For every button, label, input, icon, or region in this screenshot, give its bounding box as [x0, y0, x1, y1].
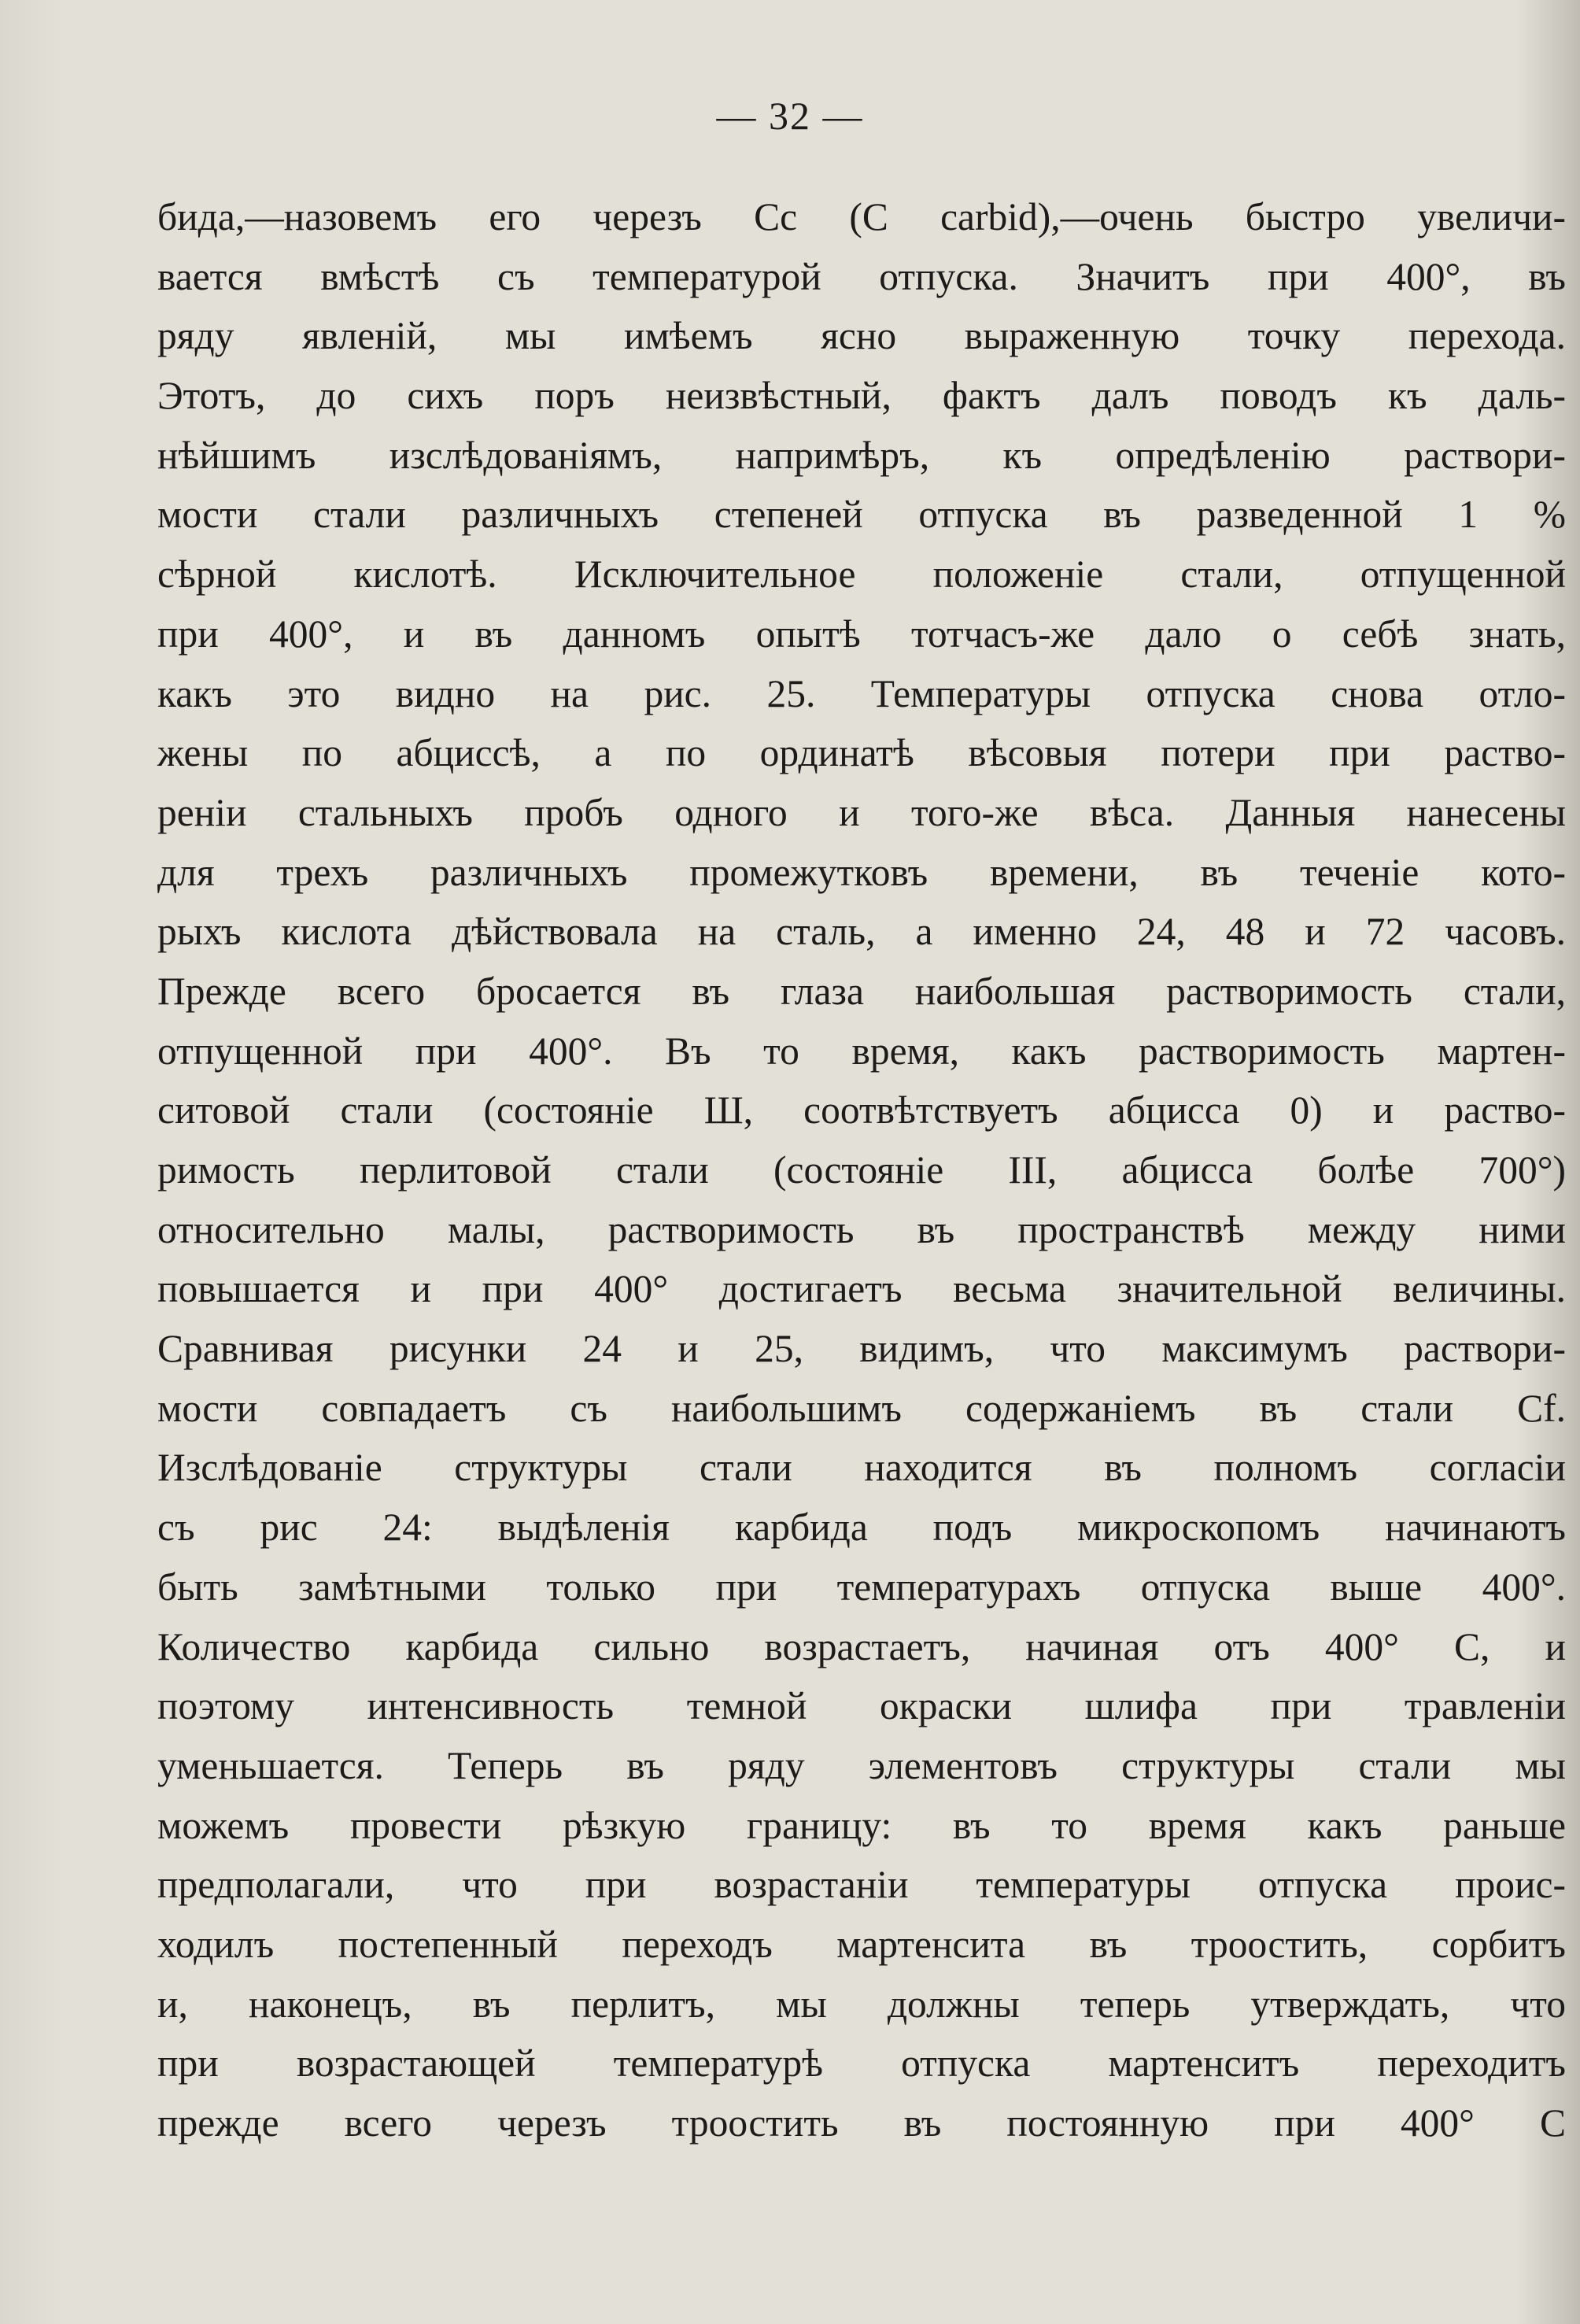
text-line: прежде всего черезъ троостить въ постоянную при 400° C — [157, 2101, 1566, 2145]
text-line: нѣйшимъ изслѣдованіямъ, напримѣръ, къ опредѣленію раствори- — [157, 433, 1566, 477]
text-line: при 400°, и въ данномъ опытѣ тотчасъ-же дало о себѣ знать, — [157, 611, 1566, 656]
text-line: мости совпадаетъ съ наибольшимъ содержаніемъ въ стали Cf. — [157, 1386, 1566, 1430]
text-line: сѣрной кислотѣ. Исключительное положеніе стали, отпущенной — [157, 552, 1566, 597]
text-line: жены по абциссѣ, а по ординатѣ вѣсовыя потери при раство- — [157, 731, 1566, 775]
text-line: при возрастающей температурѣ отпуска мартенситъ переходитъ — [157, 2041, 1566, 2086]
text-line: уменьшается. Теперь въ ряду элементовъ структуры стали мы — [157, 1743, 1566, 1787]
text-line: ситовой стали (состояніе Ш, соотвѣтствуетъ абцисса 0) и раство- — [157, 1088, 1566, 1132]
text-line: поэтому интенсивность темной окраски шлифа при травленіи — [157, 1684, 1566, 1728]
text-line: реніи стальныхъ пробъ одного и того-же вѣса. Данныя нанесены — [157, 790, 1566, 834]
text-line: ряду явленій, мы имѣемъ ясно выраженную точку перехода. — [157, 314, 1566, 358]
text-line: предполагали, что при возрастаніи температуры отпуска проис- — [157, 1863, 1566, 1907]
text-line: римость перлитовой стали (состояніе III, абцисса болѣе 700°) — [157, 1148, 1566, 1192]
text-line: съ рис 24: выдѣленія карбида подъ микроскопомъ начинаютъ — [157, 1506, 1566, 1550]
text-line: Количество карбида сильно возрастаетъ, начиная отъ 400° C, и — [157, 1624, 1566, 1668]
text-line: можемъ провести рѣзкую границу: въ то время какъ раньше — [157, 1803, 1566, 1847]
text-line: Прежде всего бросается въ глаза наибольшая растворимость стали, — [157, 969, 1566, 1013]
text-line: относительно малы, растворимость въ пространствѣ между ними — [157, 1207, 1566, 1251]
text-line: бида,—назовемъ его черезъ Cc (C carbid),—очень быстро увеличи- — [157, 195, 1566, 238]
text-line: Этотъ, до сихъ поръ неизвѣстный, фактъ далъ поводъ къ даль- — [157, 374, 1566, 418]
text-line: ходилъ постепенный переходъ мартенсита въ троостить, сорбитъ — [157, 1922, 1566, 1966]
text-line: для трехъ различныхъ промежутковъ времени, въ теченіе кото- — [157, 850, 1566, 894]
text-line: Сравнивая рисунки 24 и 25, видимъ, что максимумъ раствори- — [157, 1327, 1566, 1371]
text-line: быть замѣтными только при температурахъ отпуска выше 400°. — [157, 1565, 1566, 1609]
text-line: мости стали различныхъ степеней отпуска въ разведенной 1 % — [157, 493, 1566, 537]
text-line: отпущенной при 400°. Въ то время, какъ растворимость мартен- — [157, 1029, 1566, 1073]
body-text — [157, 187, 1566, 2153]
text-line: рыхъ кислота дѣйствовала на сталь, а именно 24, 48 и 72 часовъ. — [157, 910, 1566, 954]
text-line: и, наконецъ, въ перлитъ, мы должны теперь утверждать, что — [157, 1982, 1566, 2026]
text-line: повышается и при 400° достигаетъ весьма значительной величины. — [157, 1267, 1566, 1311]
text-line: вается вмѣстѣ съ температурой отпуска. Значитъ при 400°, въ — [157, 254, 1566, 298]
text-line: Изслѣдованіе структуры стали находится въ полномъ согласіи — [157, 1446, 1566, 1490]
page-number: — 32 — — [716, 94, 864, 138]
text-line: какъ это видно на рис. 25. Температуры отпуска снова отло- — [157, 671, 1566, 715]
